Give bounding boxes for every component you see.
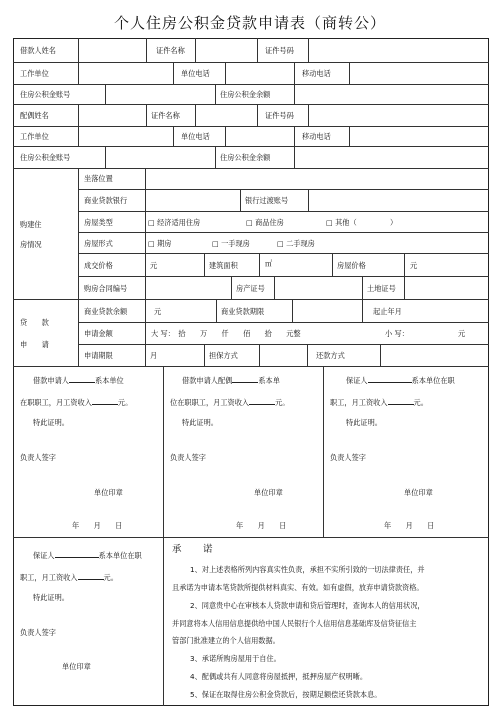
spouse-employer-phone-label: 单位电话 (181, 132, 210, 141)
option-off-plan[interactable]: □ 期房 (148, 239, 172, 248)
col-divider (349, 62, 350, 84)
row-divider (13, 104, 489, 105)
spouse-fund-balance-label: 住房公积金余额 (220, 153, 271, 162)
row-divider (13, 366, 489, 367)
col-divider (404, 253, 405, 276)
row-divider (78, 232, 489, 233)
row-divider (13, 62, 489, 63)
col-divider (404, 276, 405, 299)
cert2-salary-blank[interactable] (249, 396, 275, 405)
price-label: 成交价格 (84, 261, 113, 270)
promise-heading: 承 诺 (172, 544, 219, 555)
col-divider (225, 62, 226, 84)
col-divider (163, 537, 164, 706)
cert4-special: 特此证明。 (33, 593, 69, 602)
cert3-line2: 职工，月工资收入 元。 (330, 398, 428, 407)
col-divider (259, 253, 260, 276)
amount-in-figures-label: 小 写： (385, 329, 409, 338)
col-divider (257, 104, 258, 126)
area-unit: ㎡ (265, 259, 273, 268)
row-divider (78, 211, 489, 212)
col-divider (225, 126, 226, 146)
col-divider (294, 62, 295, 84)
cert1-sign: 负责人签字 (20, 453, 56, 462)
cert2-line2: 位在职职工，月工资收入 元。 (170, 398, 290, 407)
col-divider (308, 38, 309, 62)
area-label: 建筑面积 (209, 261, 238, 270)
col-divider (145, 344, 146, 366)
col-divider (349, 126, 350, 146)
cert2-name-blank[interactable] (232, 374, 258, 383)
col-divider (274, 276, 275, 299)
unit-price-label: 房屋价格 (337, 261, 366, 270)
row-divider (13, 537, 489, 538)
col-divider (78, 168, 79, 299)
cert1-salary-blank[interactable] (92, 396, 118, 405)
borrower-fund-account-label: 住房公积金账号 (20, 90, 71, 99)
cert1-seal: 单位印章 (94, 488, 123, 497)
cert4-line1: 保证人 系本单位在职 (33, 551, 142, 560)
cert3-name-blank[interactable] (368, 374, 412, 383)
option-other-close: ） (390, 218, 398, 227)
cert4-salary-blank[interactable] (78, 571, 104, 580)
row-divider (13, 84, 489, 85)
option-other-housing[interactable]: □ 其他（ (326, 218, 357, 227)
spouse-name-label: 配偶姓名 (20, 111, 49, 120)
cert1-date: 年 月 日 (72, 521, 123, 530)
option-new-built[interactable]: □ 一手现房 (212, 239, 250, 248)
spouse-id-no-label: 证件号码 (265, 111, 294, 120)
col-divider (323, 366, 324, 537)
cert1-line2: 在职职工，月工资收入 元。 (20, 398, 133, 407)
borrower-mobile-label: 移动电话 (302, 69, 331, 78)
col-divider (204, 344, 205, 366)
col-divider (308, 104, 309, 126)
col-divider (362, 276, 363, 299)
col-divider (240, 189, 241, 211)
cert1-name-blank[interactable] (69, 374, 95, 383)
col-divider (380, 344, 381, 366)
col-divider (292, 299, 293, 322)
cert3-seal: 单位印章 (404, 488, 433, 497)
col-divider (78, 104, 79, 126)
borrower-id-no-label: 证件号码 (265, 46, 294, 55)
house-section-label-1: 购建住 (20, 220, 42, 229)
promise-line: 且承诺为申请本笔贷款所提供材料真实、有效。如有虚假，放弃申请贷款资格。 (172, 583, 424, 592)
location-label: 坐落位置 (84, 174, 113, 183)
row-divider (13, 299, 489, 300)
col-divider (216, 299, 217, 322)
start-end-label: 起止年月 (373, 307, 402, 316)
row-divider (13, 168, 489, 169)
promise-line: 4、配偶或共有人同意将房屋抵押，抵押房屋产权明晰。 (190, 672, 368, 681)
option-second-hand[interactable]: □ 二手现房 (277, 239, 315, 248)
loan-section-label-1: 贷 款 (20, 318, 49, 327)
promise-line: 管部门批准建立的个人信用数据。 (172, 636, 280, 645)
col-divider (105, 146, 106, 168)
cert2-sign: 负责人签字 (170, 453, 206, 462)
cert3-special: 特此证明。 (346, 418, 382, 427)
spouse-mobile-label: 移动电话 (302, 132, 331, 141)
promise-line: 5、保证在取得住房公积金贷款后，按期足额偿还贷款本息。 (190, 690, 382, 699)
spouse-fund-account-label: 住房公积金账号 (20, 153, 71, 162)
col-divider (259, 344, 260, 366)
form-title: 个人住房公积金贷款申请表（商转公） (113, 14, 386, 32)
row-divider (13, 146, 489, 147)
borrower-id-name-label: 证件名称 (156, 46, 185, 55)
col-divider (105, 84, 106, 104)
cert3-salary-blank[interactable] (388, 396, 414, 405)
col-divider (294, 84, 295, 104)
col-divider (78, 62, 79, 84)
promise-line: 1、对上述表格所列内容真实性负责，承担不实所引致的一切法律责任，并 (190, 565, 425, 574)
borrower-employer-phone-label: 单位电话 (181, 69, 210, 78)
option-economic-housing[interactable]: □ 经济适用住房 (148, 218, 201, 227)
row-divider (78, 276, 489, 277)
term-label: 申请期限 (84, 351, 113, 360)
col-divider (78, 126, 79, 146)
col-divider (362, 299, 363, 322)
option-commodity-housing[interactable]: □ 商品住房 (246, 218, 284, 227)
col-divider (204, 253, 205, 276)
guarantee-label: 担保方式 (209, 351, 238, 360)
col-divider (173, 62, 174, 84)
promise-line: 3、承诺所购房屋用于自住。 (190, 654, 281, 663)
cert4-name-blank[interactable] (55, 549, 99, 558)
property-cert-label: 房产证号 (236, 284, 265, 293)
row-divider (78, 189, 489, 190)
transfer-account-label: 银行过渡账号 (245, 196, 289, 205)
house-type-label: 房屋类型 (84, 218, 113, 227)
row-divider (78, 322, 489, 323)
commercial-balance-unit: 元 (154, 307, 162, 316)
borrower-name-label: 借款人姓名 (20, 46, 56, 55)
col-divider (78, 299, 79, 366)
cert3-sign: 负责人签字 (330, 453, 366, 462)
row-divider (78, 253, 489, 254)
col-divider (332, 253, 333, 276)
row-divider (78, 344, 489, 345)
cert4-line2: 职工，月工资收入 元。 (20, 573, 118, 582)
term-unit: 月 (150, 351, 158, 360)
cert2-date: 年 月 日 (236, 521, 287, 530)
cert3-line1: 保证人 系本单位在职 (346, 376, 455, 385)
spouse-id-name-label: 证件名称 (151, 111, 180, 120)
col-divider (231, 276, 232, 299)
house-form-label: 房屋形式 (84, 239, 113, 248)
amount-unit: 元 (458, 329, 466, 338)
cert4-seal: 单位印章 (62, 662, 91, 671)
col-divider (294, 146, 295, 168)
promise-line: 并同意将本人信用信息提供给中国人民银行个人信用信息基础库及信贷征信主 (172, 619, 417, 628)
col-divider (195, 38, 196, 62)
contract-label: 购房合同编号 (84, 284, 128, 293)
col-divider (163, 366, 164, 537)
cert1-line1: 借款申请人 系本单位 (33, 376, 124, 385)
promise-line: 2、同意贵中心在审核本人贷款申请和贷后管理时，查询本人的信用状况， (190, 601, 425, 610)
amount-label: 申请金额 (84, 329, 113, 338)
house-section-label-2: 房情况 (20, 240, 42, 249)
price-unit: 元 (150, 261, 158, 270)
col-divider (145, 299, 146, 322)
col-divider (173, 126, 174, 146)
col-divider (146, 38, 147, 62)
col-divider (146, 104, 147, 126)
cert2-line1: 借款申请人配偶 系本单 (182, 376, 280, 385)
col-divider (215, 84, 216, 104)
commercial-balance-label: 商业贷款余额 (84, 307, 128, 316)
borrower-fund-balance-label: 住房公积金余额 (220, 90, 271, 99)
col-divider (145, 322, 146, 344)
spouse-employer-label: 工作单位 (20, 132, 49, 141)
amount-in-words: 大 写： 拾 万 仟 佰 拾 元整 (151, 329, 301, 338)
col-divider (145, 168, 146, 299)
repay-method-label: 还款方式 (316, 351, 345, 360)
loan-section-label-2: 申 请 (20, 340, 49, 349)
cert2-seal: 单位印章 (254, 488, 283, 497)
row-divider (13, 126, 489, 127)
unit-price-unit: 元 (410, 261, 418, 270)
land-cert-label: 土地证号 (367, 284, 396, 293)
cert1-special: 特此证明。 (33, 418, 69, 427)
col-divider (195, 104, 196, 126)
commercial-bank-label: 商业贷款银行 (84, 196, 128, 205)
col-divider (308, 189, 309, 211)
borrower-employer-label: 工作单位 (20, 69, 49, 78)
cert4-sign: 负责人签字 (20, 628, 56, 637)
commercial-term-label: 商业贷款期限 (221, 307, 265, 316)
col-divider (78, 38, 79, 62)
cert3-date: 年 月 日 (384, 521, 435, 530)
col-divider (294, 126, 295, 146)
col-divider (257, 38, 258, 62)
col-divider (215, 146, 216, 168)
cert2-special: 特此证明。 (182, 418, 218, 427)
col-divider (307, 344, 308, 366)
